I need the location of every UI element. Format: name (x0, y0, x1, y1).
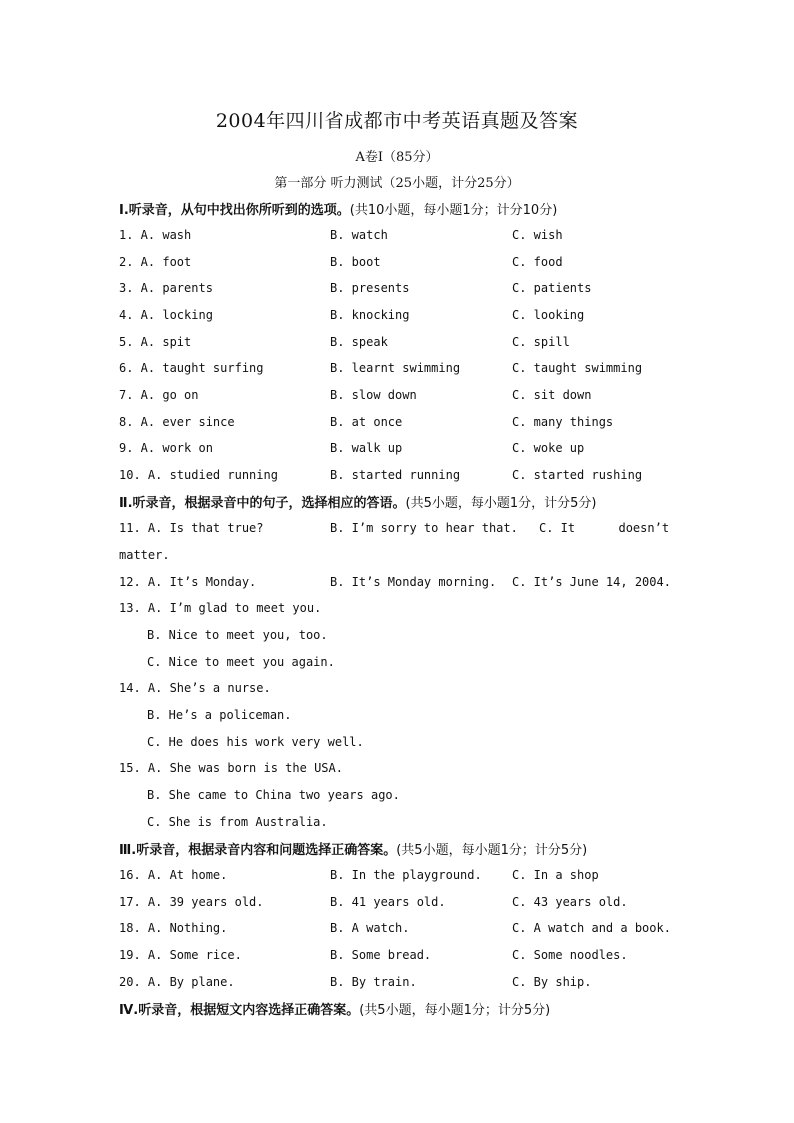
q7-option-a: 7. A. go on (119, 388, 199, 402)
part-label: 第一部分 听力测试（25小题，计分25分） (274, 176, 520, 191)
q7-option-b: B. slow down (330, 388, 417, 402)
section-3-heading: Ⅲ.听录音，根据录音内容和问题选择正确答案。(共5小题，每小题1分；计分5分) (119, 843, 588, 858)
q14-option-b: B. He’s a policeman. (147, 708, 292, 722)
q8-option-a: 8. A. ever since (119, 415, 235, 429)
q13-option-a: 13. A. I’m glad to meet you. (119, 601, 322, 615)
q19-option-b: B. Some bread. (330, 948, 432, 962)
q5-option-c: C. spill (512, 335, 570, 349)
q3-option-c: C. patients (512, 281, 592, 295)
section-1-heading: Ⅰ.听录音，从句中找出你所听到的选项。(共10小题，每小题1分；计分10分) (119, 203, 558, 218)
q11-option-c-continued: matter. (119, 548, 170, 562)
q15-option-a: 15. A. She was born is the USA. (119, 761, 343, 775)
q18-option-a: 18. A. Nothing. (119, 921, 228, 935)
q10-option-c: C. started rushing (512, 468, 643, 482)
q4-option-c: C. looking (512, 308, 585, 322)
q18-option-c: C. A watch and a book. (512, 921, 671, 935)
q9-option-b: B. walk up (330, 441, 403, 455)
q19-option-a: 19. A. Some rice. (119, 948, 242, 962)
q12-option-b: B. It’s Monday morning. (330, 575, 497, 589)
q10-option-a: 10. A. studied running (119, 468, 278, 482)
q11-option-a: 11. A. Is that true? (119, 521, 264, 535)
q15-option-b: B. She came to China two years ago. (147, 788, 400, 802)
q7-option-c: C. sit down (512, 388, 592, 402)
q6-option-b: B. learnt swimming (330, 361, 461, 375)
q17-option-a: 17. A. 39 years old. (119, 895, 264, 909)
q20-option-a: 20. A. By plane. (119, 975, 235, 989)
q6-option-a: 6. A. taught surfing (119, 361, 264, 375)
q2-option-a: 2. A. foot (119, 255, 192, 269)
q16-option-a: 16. A. At home. (119, 868, 228, 882)
q14-option-a: 14. A. She’s a nurse. (119, 681, 271, 695)
q18-option-b: B. A watch. (330, 921, 410, 935)
q5-option-b: B. speak (330, 335, 388, 349)
q16-option-b: B. In the playground. (330, 868, 482, 882)
q3-option-a: 3. A. parents (119, 281, 213, 295)
q8-option-b: B. at once (330, 415, 403, 429)
page-title: 2004年四川省成都市中考英语真题及答案 (215, 110, 579, 132)
q6-option-c: C. taught swimming (512, 361, 643, 375)
q20-option-b: B. By train. (330, 975, 417, 989)
section-4-heading: Ⅳ.听录音，根据短文内容选择正确答案。(共5小题，每小题1分；计分5分) (119, 1003, 551, 1018)
paper-label: A卷Ⅰ（85分） (355, 150, 439, 165)
q3-option-b: B. presents (330, 281, 410, 295)
q1-option-b: B. watch (330, 228, 388, 242)
q4-option-b: B. knocking (330, 308, 410, 322)
q5-option-a: 5. A. spit (119, 335, 192, 349)
q12-option-c: C. It’s June 14, 2004. (512, 575, 671, 589)
q8-option-c: C. many things (512, 415, 614, 429)
q11-option-c: C. It doesn’t (539, 521, 670, 535)
q11-option-b: B. I’m sorry to hear that. (330, 521, 518, 535)
q9-option-a: 9. A. work on (119, 441, 213, 455)
q14-option-c: C. He does his work very well. (147, 735, 364, 749)
q2-option-c: C. food (512, 255, 563, 269)
q4-option-a: 4. A. locking (119, 308, 213, 322)
q1-option-a: 1. A. wash (119, 228, 192, 242)
q17-option-c: C. 43 years old. (512, 895, 628, 909)
q20-option-c: C. By ship. (512, 975, 592, 989)
q9-option-c: C. woke up (512, 441, 585, 455)
q13-option-c: C. Nice to meet you again. (147, 655, 335, 669)
q17-option-b: B. 41 years old. (330, 895, 446, 909)
q10-option-b: B. started running (330, 468, 461, 482)
q16-option-c: C. In a shop (512, 868, 599, 882)
q13-option-b: B. Nice to meet you, too. (147, 628, 328, 642)
q15-option-c: C. She is from Australia. (147, 815, 328, 829)
section-2-heading: Ⅱ.听录音，根据录音中的句子，选择相应的答语。(共5小题，每小题1分，计分5分) (119, 496, 597, 511)
q1-option-c: C. wish (512, 228, 563, 242)
q12-option-a: 12. A. It’s Monday. (119, 575, 257, 589)
q19-option-c: C. Some noodles. (512, 948, 628, 962)
q2-option-b: B. boot (330, 255, 381, 269)
